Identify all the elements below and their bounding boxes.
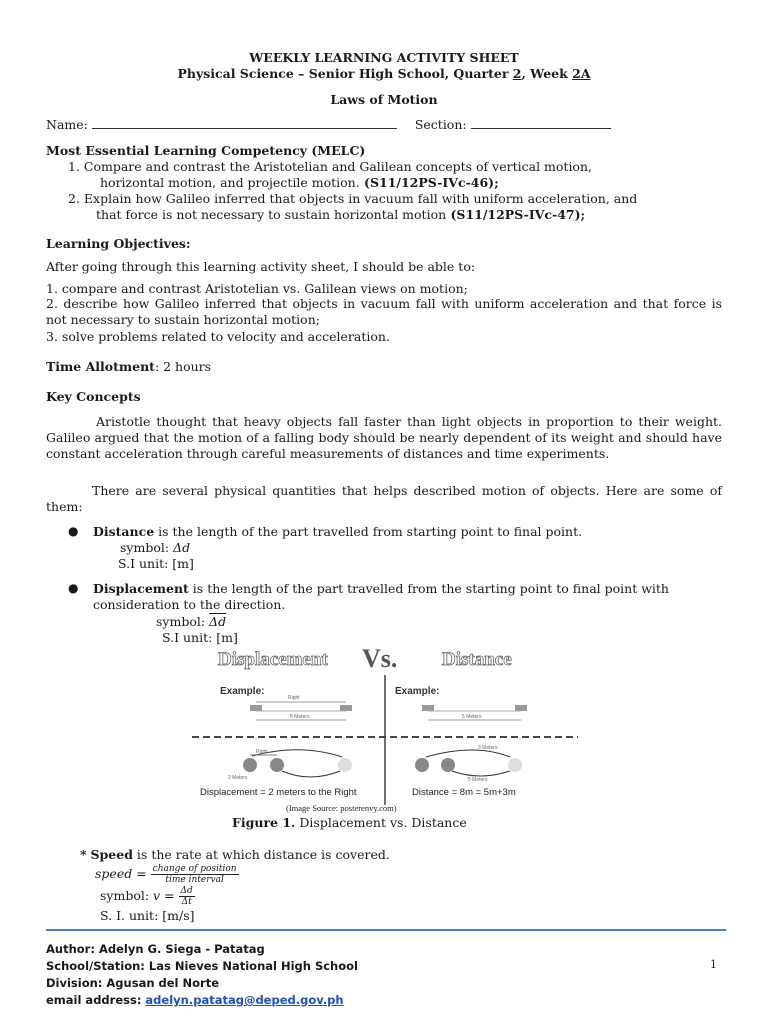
svg-text:5 Meters: 5 Meters bbox=[468, 777, 488, 783]
topic-title: Laws of Motion bbox=[330, 92, 438, 107]
figure-title-left: Displacement bbox=[218, 649, 328, 670]
ball-start bbox=[243, 758, 257, 772]
example-right: Example: bbox=[395, 686, 440, 697]
key-concepts-para-1: Aristotle thought that heavy objects fall faster than light objects in proportion to their weight. Galileo argued that the motion of a falling body should be nearly dependent of its weight and should have constant acceleration through careful measurements of distances and time experiments. bbox=[46, 414, 722, 461]
displacement-definition: Displacement is the length of the part travelled from the starting point to final point with bbox=[93, 581, 669, 596]
displacement-unit: S.I unit: [m] bbox=[162, 630, 238, 645]
ball-end bbox=[441, 758, 455, 772]
return-arrow bbox=[452, 771, 510, 776]
melc-item-2a: 2. Explain how Galileo inferred that objects in vacuum fall with uniform acceleration, and bbox=[68, 191, 638, 206]
footer-email: email address: adelyn.patatag@deped.gov.ph bbox=[46, 993, 344, 1007]
bullet-icon: ● bbox=[68, 524, 79, 538]
label-2m: 2 Meters bbox=[228, 775, 248, 781]
footer-school: School/Station: Las Nieves National High School bbox=[46, 959, 358, 973]
displacement-definition-cont: consideration to the direction. bbox=[93, 597, 286, 612]
bullet-icon: ● bbox=[68, 581, 79, 595]
footer-division: Division: Agusan del Norte bbox=[46, 976, 219, 990]
footer-divider bbox=[46, 929, 726, 931]
figure-title-vs: Vs. bbox=[362, 645, 398, 673]
name-field[interactable] bbox=[92, 117, 397, 129]
figure-title-right: Distance bbox=[442, 649, 512, 670]
label-right: Right bbox=[288, 695, 300, 701]
ball-end bbox=[270, 758, 284, 772]
key-concepts-heading: Key Concepts bbox=[46, 389, 141, 404]
figure-caption: Figure 1. Displacement vs. Distance bbox=[232, 815, 467, 830]
displacement-symbol: symbol: $\overline{\Delta d}$ bbox=[156, 614, 227, 629]
distance-symbol: symbol: Δd bbox=[120, 540, 191, 555]
example-left: Example: bbox=[220, 686, 265, 697]
displacement-vs-distance-figure bbox=[190, 645, 580, 815]
start-block bbox=[250, 705, 262, 711]
sheet-title: WEEKLY LEARNING ACTIVITY SHEET bbox=[249, 50, 519, 65]
speed-unit: S. I. unit: [m/s] bbox=[100, 908, 195, 923]
label-5m-right: 5 Meters bbox=[462, 714, 482, 720]
objective-1: 1. compare and contrast Aristotelian vs. Galilean views on motion; bbox=[46, 281, 468, 296]
speed-definition: * Speed is the rate at which distance is covered. bbox=[80, 847, 390, 862]
melc-item-1b: horizontal motion, and projectile motion. (S11/12PS-IVc-46); bbox=[100, 175, 499, 190]
melc-heading: Most Essential Learning Competency (MELC) bbox=[46, 143, 366, 158]
melc-item-2b: that force is not necessary to sustain horizontal motion (S11/12PS-IVc-47); bbox=[96, 207, 586, 222]
page-number: 1 bbox=[710, 958, 717, 971]
path-arrow bbox=[426, 750, 510, 757]
objectives-intro: After going through this learning activity sheet, I should be able to: bbox=[46, 259, 476, 274]
objectives-heading: Learning Objectives: bbox=[46, 236, 191, 251]
end-block bbox=[515, 705, 527, 711]
sheet-subtitle: Physical Science – Senior High School, Quarter 2, Week 2A bbox=[177, 66, 591, 81]
svg-text:Right: Right bbox=[256, 749, 268, 755]
key-concepts-para-2: There are several physical quantities that helps described motion of objects. Here are some of them: bbox=[46, 483, 722, 514]
objective-3: 3. solve problems related to velocity and acceleration. bbox=[46, 329, 390, 344]
name-row: Name: Section: bbox=[46, 117, 611, 132]
distance-unit: S.I unit: [m] bbox=[118, 556, 194, 571]
time-allotment: Time Allotment: 2 hours bbox=[46, 359, 212, 374]
distance-definition: Distance is the length of the part travelled from starting point to final point. bbox=[93, 524, 583, 539]
ball-start bbox=[415, 758, 429, 772]
speed-symbol: symbol: v = $\frac{\Delta d}{\Delta t}$ bbox=[100, 886, 193, 907]
section-field[interactable] bbox=[471, 117, 611, 129]
footer-author: Author: Adelyn G. Siega - Patatag bbox=[46, 942, 265, 956]
label-3m: 3 Meters bbox=[478, 745, 498, 751]
speed-formula: speed = $\frac{\text{change of position}}{\text{time interval}}$ bbox=[95, 864, 237, 885]
image-source: (Image Source: posterenvy.com) bbox=[286, 803, 397, 813]
start-block bbox=[422, 705, 434, 711]
return-arrow bbox=[282, 771, 340, 777]
ball-ghost bbox=[338, 758, 352, 772]
caption-right: Distance = 8m = 5m+3m bbox=[412, 787, 516, 798]
end-block bbox=[340, 705, 352, 711]
objective-2: 2. describe how Galileo inferred that objects in vacuum fall with uniform acceleration and that force is not necessary to sustain horizontal motion; bbox=[46, 296, 722, 327]
ball-ghost bbox=[508, 758, 522, 772]
email-link[interactable]: adelyn.patatag@deped.gov.ph bbox=[145, 993, 344, 1007]
label-5m-left: 5 Meters bbox=[290, 714, 310, 720]
melc-item-1a: 1. Compare and contrast the Aristotelian and Galilean concepts of vertical motion, bbox=[68, 159, 592, 174]
caption-left: Displacement = 2 meters to the Right bbox=[200, 787, 357, 798]
